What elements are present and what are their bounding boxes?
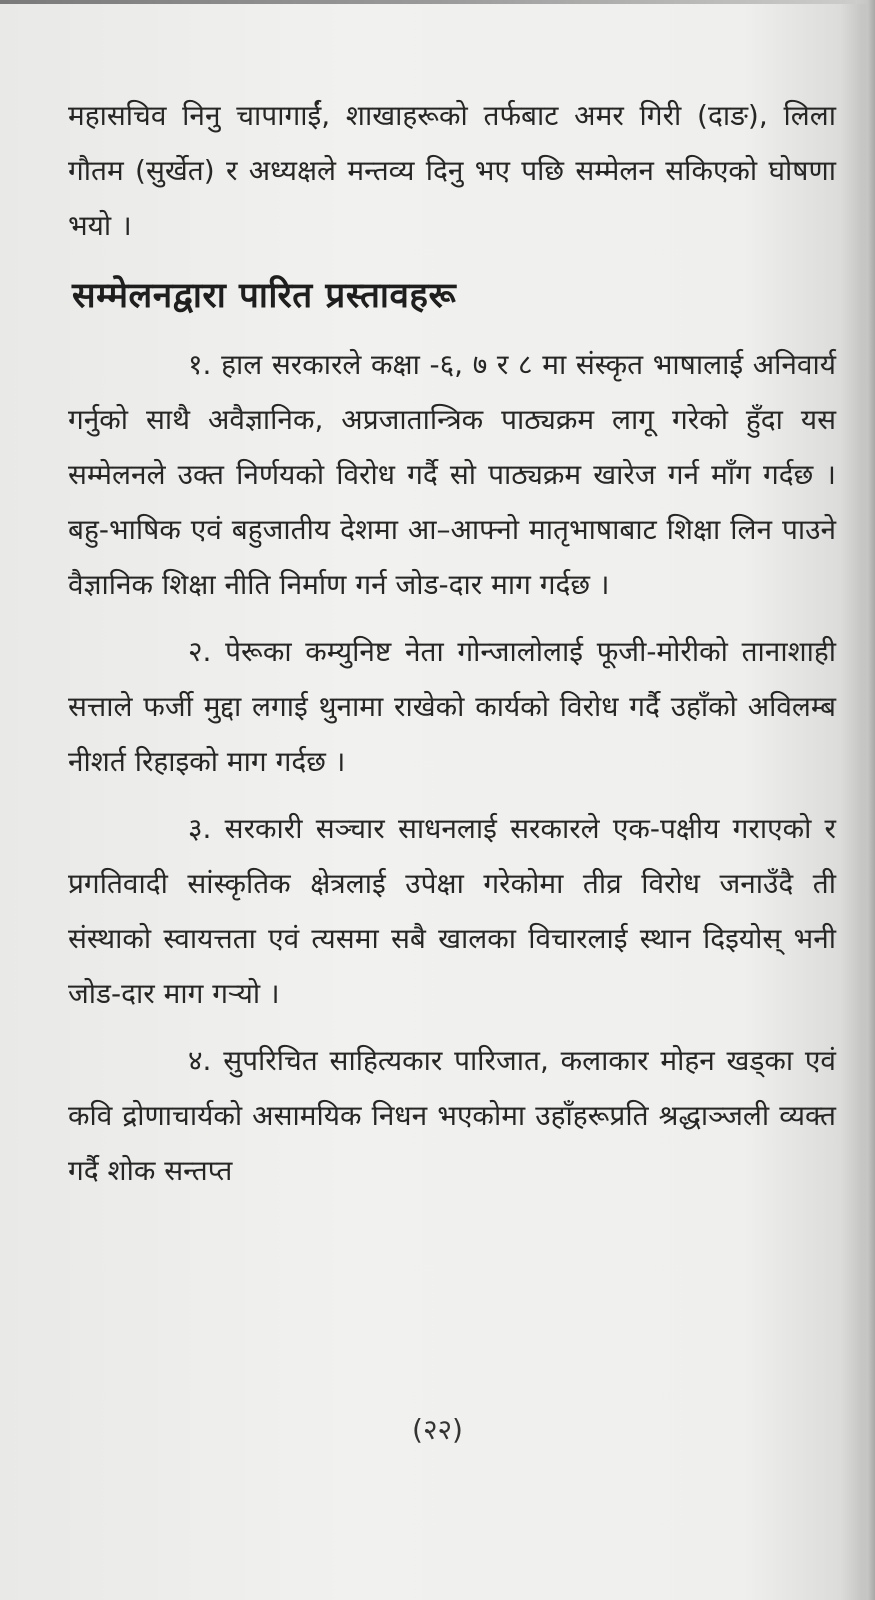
resolution-1: [68, 337, 836, 612]
page-content: [68, 88, 836, 1198]
resolution-2: [68, 624, 836, 789]
page-top-edge: [0, 0, 875, 4]
resolution-3: [68, 801, 836, 1021]
page-number: (२२): [412, 1413, 463, 1446]
resolution-3-text: ३. सरकारी सञ्चार साधनलाई सरकारले एक-पक्षीय गराएको र प्रगतिवादी सांस्कृतिक क्षेत्रलाई उपेक्षा गरेकोमा तीव्र विरोध जनाउँदै ती संस्थाको स्वायत्तता एवं त्यसमा सबै खालका विचारलाई स्थान दिइयोस् भनी जोड-दार माग गर्‍यो ।: [68, 812, 836, 1010]
resolution-1-text: १. हाल सरकारले कक्षा -६, ७ र ८ मा संस्कृत भाषालाई अनिवार्य गर्नुको साथै अवैज्ञानिक, अप्रजातान्त्रिक पाठ्यक्रम लागू गरेको हुँदा यस सम्मेलनले उक्त निर्णयको विरोध गर्दै सो पाठ्यक्रम खारेज गर्न माँग गर्दछ । बहु-भाषिक एवं बहुजातीय देशमा आ–आफ्नो मातृभाषाबाट शिक्षा लिन पाउने वैज्ञानिक शिक्षा नीति निर्माण गर्न जोड-दार माग गर्दछ ।: [68, 348, 836, 601]
resolution-4-text: ४. सुपरिचित साहित्यकार पारिजात, कलाकार मोहन खड्का एवं कवि द्रोणाचार्यको असामयिक निधन भएकोमा उहाँहरूप्रति श्रद्धाञ्जली व्यक्त गर्दै शोक सन्तप्त: [68, 1044, 836, 1187]
section-heading: सम्मेलनद्वारा पारित प्रस्तावहरू: [72, 276, 457, 316]
resolution-2-text: २. पेरूका कम्युनिष्ट नेता गोन्जालोलाई फूजी-मोरीको तानाशाही सत्ताले फर्जी मुद्दा लगाई थुनामा राखेको कार्यको विरोध गर्दै उहाँको अविलम्ब नीशर्त रिहाइको माग गर्दछ ।: [68, 635, 836, 778]
book-spine-shadow: [857, 0, 875, 1600]
intro-paragraph: महासचिव निनु चापागाईं, शाखाहरूको तर्फबाट अमर गिरी (दाङ), लिला गौतम (सुर्खेत) र अध्यक्षले मन्तव्य दिनु भए पछि सम्मेलन सकिएको घोषणा भयो ।: [68, 99, 836, 242]
resolution-4: [68, 1033, 836, 1198]
